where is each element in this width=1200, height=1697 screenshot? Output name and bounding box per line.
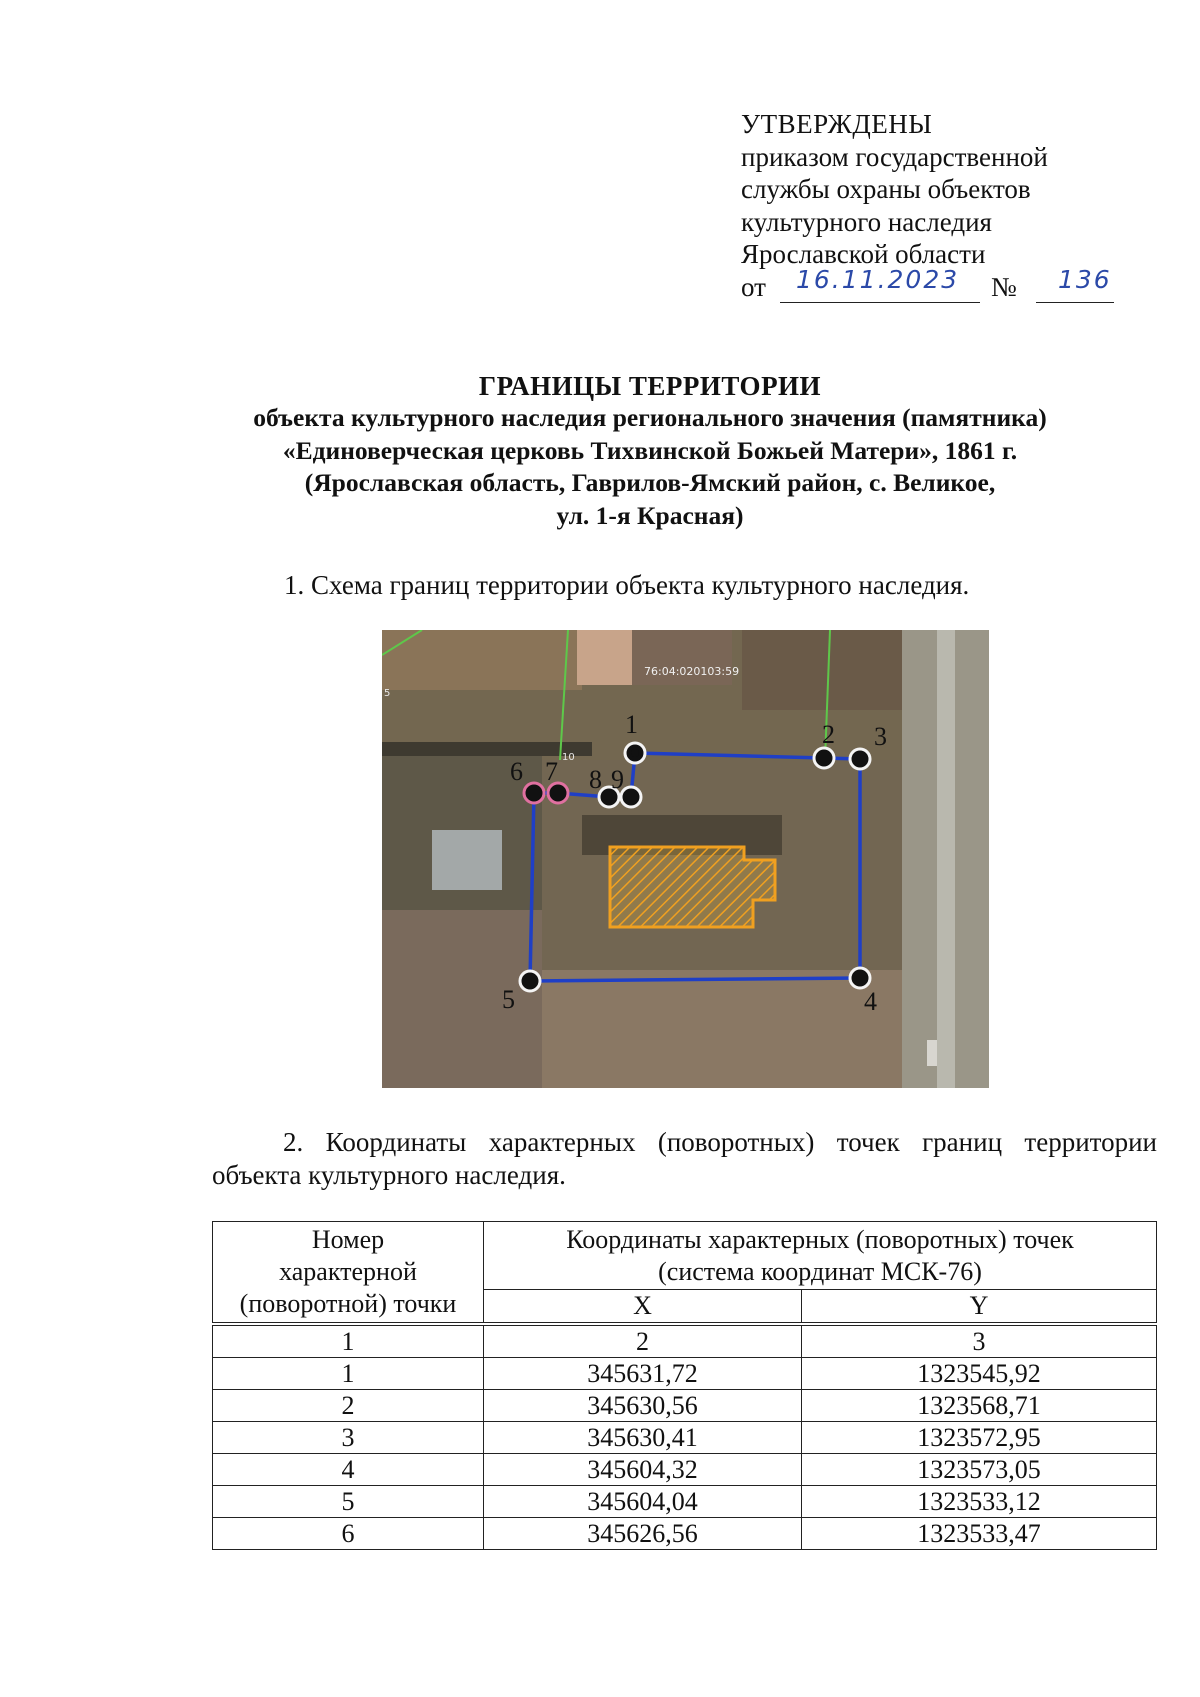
title-line: (Ярославская область, Гаврилов-Ямский район, с. Великое, — [304, 468, 996, 497]
point-number-cell: 1 — [213, 1358, 484, 1390]
table-row — [213, 1454, 1157, 1486]
section-2-line: объекта культурного наследия. — [212, 1160, 566, 1190]
approval-heading: УТВЕРЖДЕНЫ — [741, 109, 933, 139]
heritage-object-outline — [610, 847, 775, 927]
point-number-cell: 3 — [213, 1422, 484, 1454]
map-edge-label: 5 — [384, 688, 391, 699]
section-1-heading: 1. Схема границ территории объекта культурного наследия. — [284, 570, 970, 600]
section-2-heading — [212, 1126, 1157, 1192]
table-row — [213, 1518, 1157, 1550]
column-number: 2 — [484, 1324, 802, 1358]
table-row — [213, 1422, 1157, 1454]
y-cell: 1323568,71 — [801, 1390, 1156, 1422]
point-number-cell: 6 — [213, 1518, 484, 1550]
number-sign: № — [991, 271, 1017, 302]
x-cell: 345626,56 — [484, 1518, 802, 1550]
point-5-marker — [520, 971, 540, 991]
point-label: 6 — [510, 757, 523, 786]
aerial-area — [542, 970, 902, 1088]
approval-date-line — [741, 264, 1121, 305]
x-cell: 345631,72 — [484, 1358, 802, 1390]
y-cell: 1323545,92 — [801, 1358, 1156, 1390]
x-column-header: X — [484, 1290, 802, 1325]
y-column-header: Y — [801, 1290, 1156, 1325]
vehicle — [927, 1040, 937, 1066]
point-label: 3 — [874, 722, 887, 751]
map-svg — [382, 630, 989, 1088]
point-2-marker — [814, 748, 834, 768]
point-label: 4 — [864, 987, 877, 1016]
column-number-row — [213, 1324, 1157, 1358]
road-lane — [937, 630, 955, 1088]
point-number-header — [213, 1222, 484, 1325]
boundary-map — [382, 630, 989, 1088]
document-title — [200, 370, 1100, 532]
point-7-marker — [548, 783, 568, 803]
point-1-marker — [625, 743, 645, 763]
title-line: ул. 1-я Красная) — [556, 500, 744, 530]
aerial-area — [742, 630, 902, 710]
coordinates-table — [212, 1221, 1157, 1550]
x-cell: 345604,04 — [484, 1486, 802, 1518]
coordinates-header — [484, 1222, 1157, 1290]
table-row — [213, 1486, 1157, 1518]
point-9-marker — [621, 787, 641, 807]
y-cell: 1323533,12 — [801, 1486, 1156, 1518]
x-cell: 345630,56 — [484, 1390, 802, 1422]
point-label: 9 — [611, 765, 624, 794]
approval-line: Ярославской области — [741, 239, 986, 270]
point-number-cell: 5 — [213, 1486, 484, 1518]
y-cell: 1323573,05 — [801, 1454, 1156, 1486]
roof-building — [577, 630, 632, 685]
handwritten-date: 16.11.2023 — [796, 264, 960, 294]
x-cell: 345604,32 — [484, 1454, 802, 1486]
point-label: 1 — [625, 710, 638, 739]
approval-line: службы охраны объектов — [741, 174, 1031, 205]
header-text: (поворотной) точки — [239, 1289, 457, 1318]
y-cell: 1323533,47 — [801, 1518, 1156, 1550]
approval-line: приказом государственной — [741, 141, 1048, 172]
title-line: «Единоверческая церковь Тихвинской Божьей Матери», 1861 г. — [282, 435, 1018, 465]
header-text: (система координат МСК-76) — [658, 1256, 982, 1286]
approval-line: культурного наследия — [741, 206, 992, 237]
header-text: Номер — [311, 1225, 385, 1254]
table-row — [213, 1358, 1157, 1390]
point-6-marker — [524, 783, 544, 803]
point-label: 5 — [502, 985, 515, 1014]
cadastral-number-label: 76:04:020103:59 — [644, 665, 740, 678]
roof-building — [432, 830, 502, 890]
point-3-marker — [850, 749, 870, 769]
column-number: 1 — [213, 1324, 484, 1358]
point-label: 8 — [589, 765, 602, 794]
title-line: объекта культурного наследия регионального значения (памятника) — [253, 403, 1047, 432]
point-number-cell: 2 — [213, 1390, 484, 1422]
y-cell: 1323572,95 — [801, 1422, 1156, 1454]
point-4-marker — [850, 968, 870, 988]
title-main: ГРАНИЦЫ ТЕРРИТОРИИ — [478, 371, 822, 401]
header-text: Координаты характерных (поворотных) точек — [566, 1224, 1074, 1254]
handwritten-number: 136 — [1058, 264, 1112, 294]
point-label: 2 — [822, 720, 835, 749]
approval-block — [741, 108, 1121, 305]
section-2-line: 2. Координаты характерных (поворотных) точек границ территории — [283, 1127, 1157, 1157]
from-label: от — [741, 271, 766, 302]
header-text: характерной — [279, 1257, 417, 1286]
x-cell: 345630,41 — [484, 1422, 802, 1454]
point-label: 7 — [545, 757, 558, 786]
aerial-area — [382, 910, 542, 1088]
date-field — [780, 264, 980, 303]
number-field — [1036, 264, 1114, 303]
map-small-label: 10 — [562, 752, 575, 763]
column-number: 3 — [801, 1324, 1156, 1358]
aerial-area — [382, 630, 582, 690]
table-row — [213, 1390, 1157, 1422]
point-number-cell: 4 — [213, 1454, 484, 1486]
